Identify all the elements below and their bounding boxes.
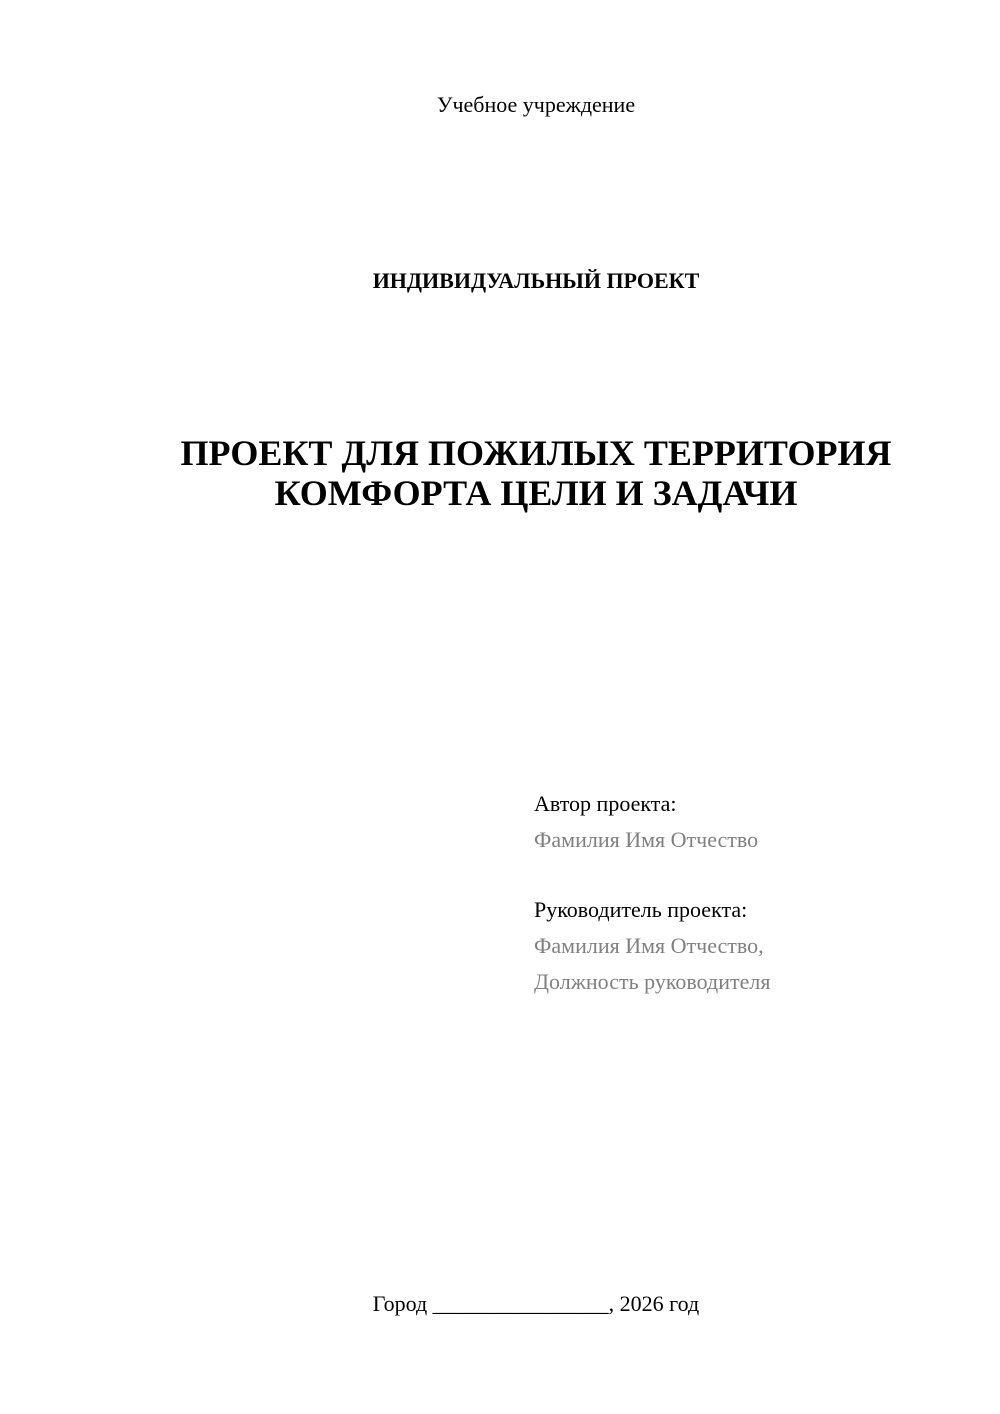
supervisor-position: Должность руководителя — [534, 969, 771, 994]
document-type: ИНДИВИДУАЛЬНЫЙ ПРОЕКТ — [372, 268, 700, 293]
project-title — [0, 433, 1000, 513]
supervisor-label: Руководитель проекта: — [534, 897, 748, 922]
author-label: Автор проекта: — [534, 791, 677, 816]
project-title-line-1: ПРОЕКТ ДЛЯ ПОЖИЛЫХ ТЕРРИТОРИЯ — [180, 433, 892, 473]
supervisor-name: Фамилия Имя Отчество, — [534, 933, 764, 958]
author-block — [534, 786, 758, 858]
supervisor-block — [534, 892, 770, 1000]
author-name: Фамилия Имя Отчество — [534, 827, 759, 852]
institution-name: Учебное учреждение — [436, 92, 636, 117]
city-year-line: Город ________________, 2026 год — [372, 1291, 700, 1316]
project-title-line-2: КОМФОРТА ЦЕЛИ И ЗАДАЧИ — [274, 473, 798, 513]
